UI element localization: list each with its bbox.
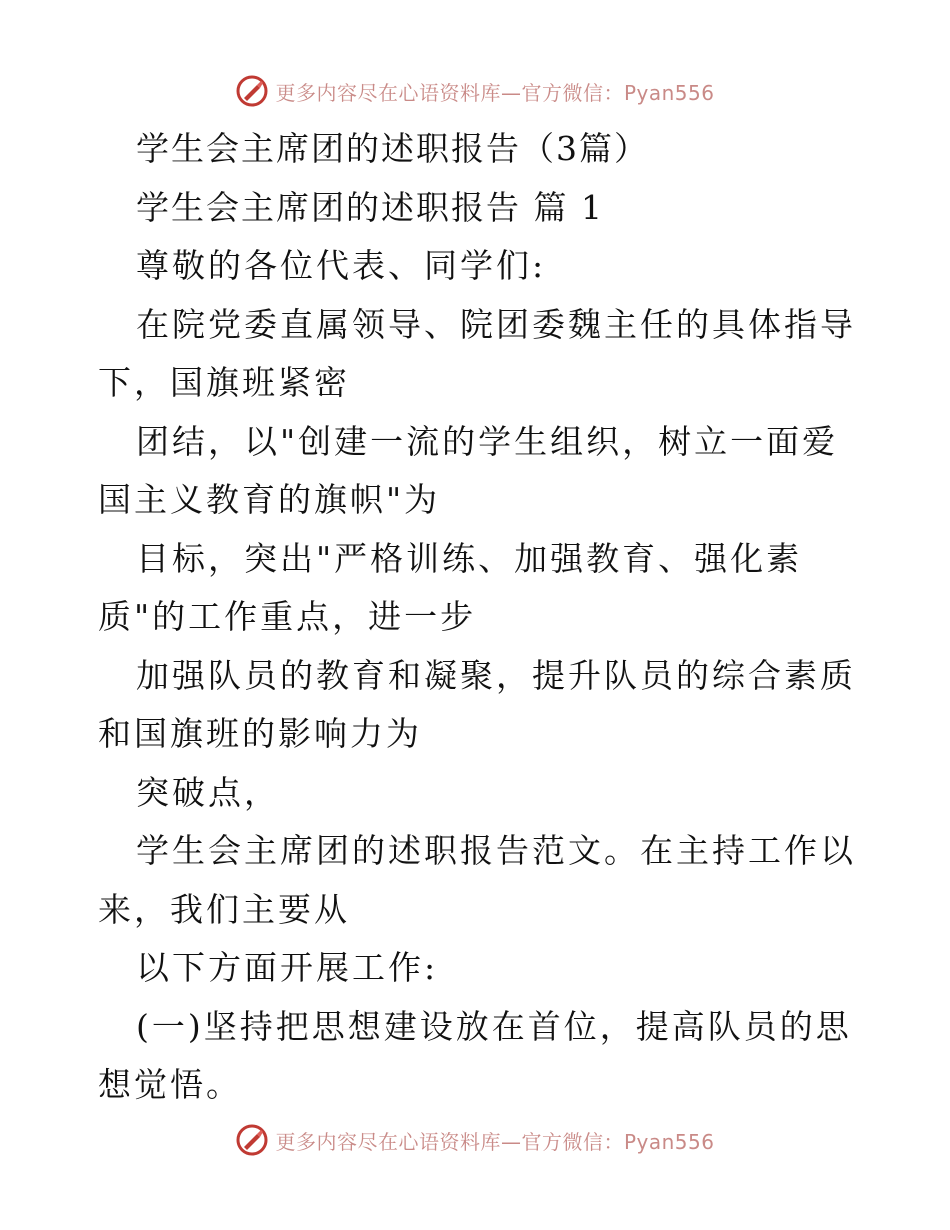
document-title: 学生会主席团的述职报告（3篇） bbox=[136, 129, 649, 168]
pen-logo-icon bbox=[235, 74, 269, 108]
pen-logo-icon bbox=[235, 1123, 269, 1157]
section-heading: 学生会主席团的述职报告 篇 1 bbox=[136, 187, 604, 227]
watermark-text: 更多内容尽在心语资料库—官方微信：Pyan556 bbox=[275, 1129, 715, 1154]
paragraph: 在院党委直属领导、院团委魏主任的具体指导下，国旗班紧密 bbox=[98, 304, 856, 402]
salutation: 尊敬的各位代表、同学们: bbox=[136, 246, 547, 285]
paragraph: 学生会主席团的述职报告范文。在主持工作以来，我们主要从 bbox=[98, 831, 856, 929]
paragraph: 突破点， bbox=[136, 772, 280, 812]
paragraph: 加强队员的教育和凝聚，提升队员的综合素质和国旗班的影响力为 bbox=[98, 655, 856, 753]
paragraph: 以下方面开展工作: bbox=[136, 948, 439, 987]
document-body bbox=[98, 120, 858, 1115]
watermark-text: 更多内容尽在心语资料库—官方微信：Pyan556 bbox=[275, 80, 715, 105]
section-point: (一)坚持把思想建设放在首位，提高队员的思想觉悟。 bbox=[98, 1006, 852, 1104]
paragraph: 团结，以"创建一流的学生组织，树立一面爱国主义教育的旗帜"为 bbox=[98, 421, 839, 519]
footer-watermark bbox=[0, 1118, 950, 1162]
header-watermark bbox=[0, 69, 950, 113]
paragraph: 目标，突出"严格训练、加强教育、强化素质"的工作重点，进一步 bbox=[98, 538, 803, 636]
